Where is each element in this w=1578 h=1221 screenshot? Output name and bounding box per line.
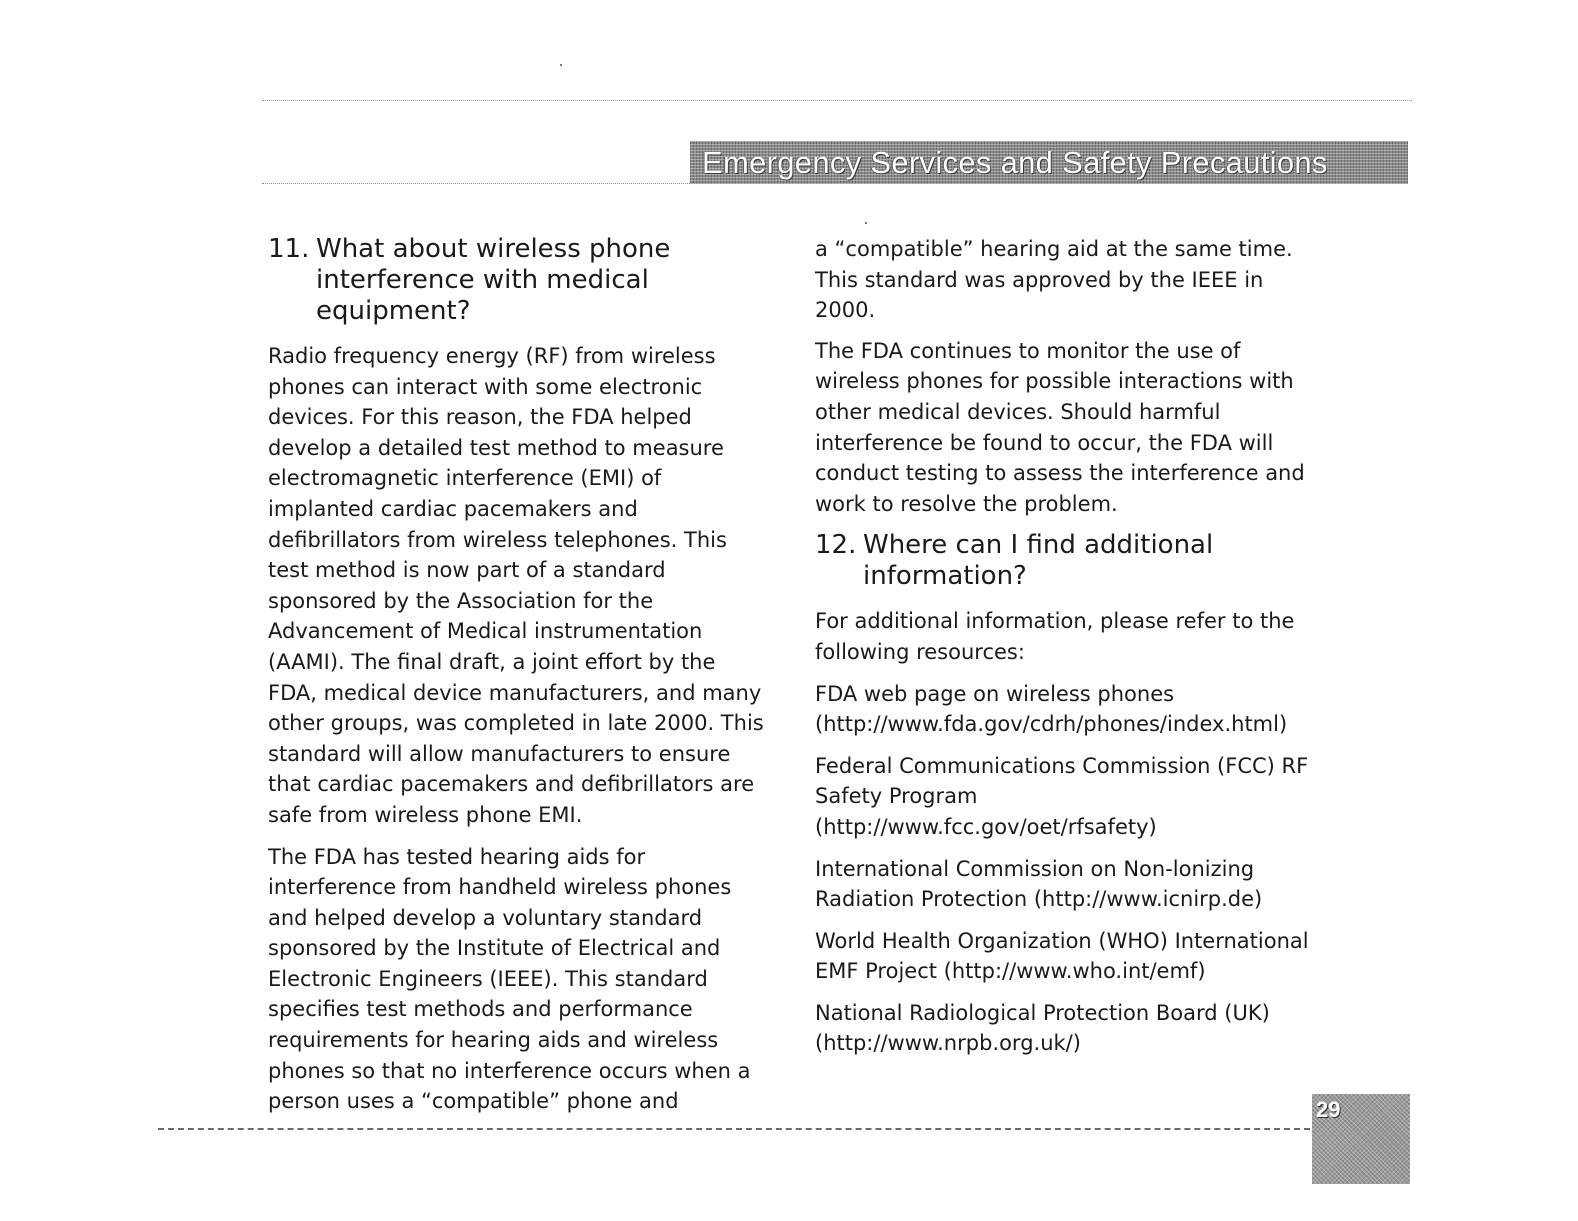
page-number-badge [1312,1094,1410,1184]
question-number: 11. [268,234,310,264]
paragraph-ieee-approval: a “compatible” hearing aid at the same time. This standard was approved by the IEEE in 2000. [815,237,1293,323]
paragraph-resources-intro: For additional information, please refer to the following resources: [815,609,1295,664]
footer-dashed-rule [158,1128,1310,1130]
scan-speck [560,64,562,66]
scan-speck [865,222,867,224]
right-column [815,234,1315,1070]
paragraph-fda-monitoring: The FDA continues to monitor the use of wireless phones for possible interactions with other medical devices. Should harmful interference be found to occur, the FDA will conduct testing to assess the interference and work to resolve the problem. [815,338,1305,516]
header-rule [262,183,690,184]
question-title: Where can I find additional information? [863,530,1214,592]
resource-who: World Health Organization (WHO) International EMF Project (http://www.who.int/emf) [815,928,1309,984]
question-number: 12. [815,530,857,561]
left-column [268,234,768,1128]
resource-icnirp: International Commission on Non-lonizing Radiation Protection (http://www.icnirp.de) [815,856,1263,912]
paragraph-rf-energy: Radio frequency energy (RF) from wireless phones can interact with some electronic devices. For this reason, the FDA helped develop a detailed test method to measure electromagnetic interference (EMI) of implanted cardiac pacemakers and defibrillators from wireless telephones. This test method is now part of a standard sponsored by the Association for the Advancement of Medical instrumentation (AAMI). The final draft, a joint effort by the FDA, medical device manufacturers, and many other groups, was completed in late 2000. This standard will allow manufacturers to ensure that cardiac pacemakers and defibrillators are safe from wireless phone EMI. [268,344,764,827]
page-number: 29 [1316,1097,1341,1122]
question-12-heading [815,530,1315,592]
section-title: Emergency Services and Safety Precautions [702,144,1328,180]
section-header-banner [690,141,1408,184]
question-11-heading [268,234,768,327]
question-title: What about wireless phone interference with medical equipment? [316,234,671,326]
paragraph-hearing-aids: The FDA has tested hearing aids for interference from handheld wireless phones and helped develop a voluntary standard sponsored by the Institute of Electrical and Electronic Engineers (IEEE). This standard specifies test methods and performance requirements for hearing aids and wireless phones so that no interference occurs when a person uses a “compatible” phone and [268,844,751,1114]
resource-fda: FDA web page on wireless phones (http://www.fda.gov/cdrh/phones/index.html) [815,681,1288,737]
resource-fcc: Federal Communications Commission (FCC) RF Safety Program (http://www.fcc.gov/oet/rfsafety) [815,753,1309,839]
top-decorative-rule [262,100,1412,101]
resource-nrpb: National Radiological Protection Board (UK) (http://www.nrpb.org.uk/) [815,1000,1270,1056]
